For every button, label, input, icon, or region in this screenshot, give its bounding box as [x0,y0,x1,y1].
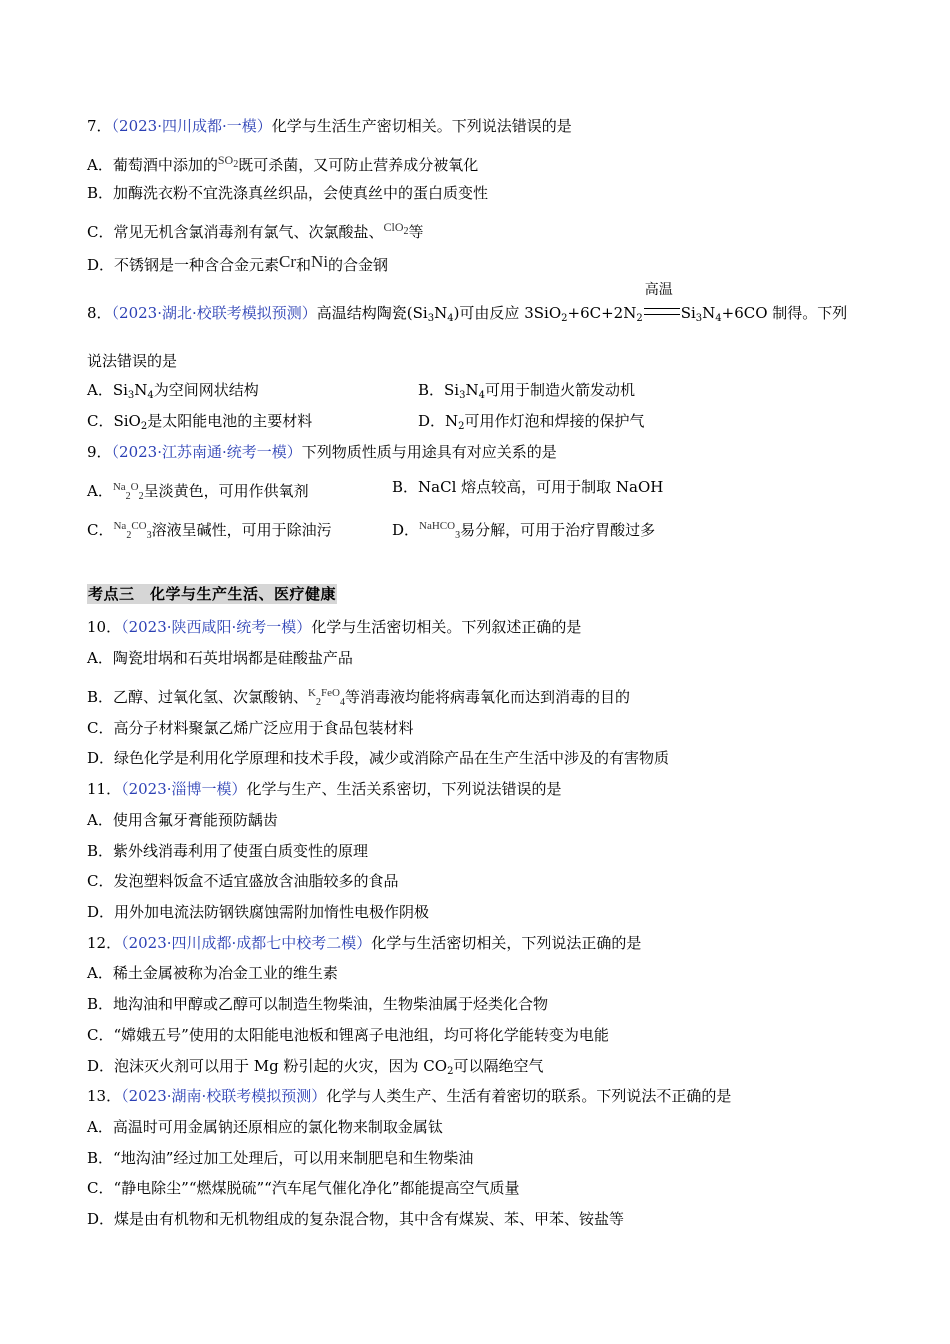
formula-na2o2 [112,481,144,502]
q9-option-a [87,477,309,502]
subscript: 3 [127,390,135,401]
question-source: （2023·江苏南通·统考一模） [111,443,302,461]
q7-option-a [87,150,478,176]
subscript: 4 [715,313,722,324]
question-text: 化学与生活密切相关。下列叙述正确的是 [311,618,582,636]
question-text: 高温结构陶瓷(Si [316,304,428,322]
question-source: （2023·四川成都·成都七中校考二模） [121,934,372,952]
q9-option-c [87,516,332,541]
option-text: 可用于制造火箭发动机 [484,381,635,399]
q13-option-a: A．高温时可用金属钠还原相应的氯化物来制取金属钛 [87,1118,443,1136]
subscript: 4 [478,390,485,401]
option-text: 为空间网状结构 [153,381,259,399]
q12-stem [87,933,641,953]
option-text: N [465,381,479,399]
q8-stem-continued: 说法错误的是 [87,352,178,370]
question-source: （2023·陕西咸阳·统考一模） [121,618,312,636]
q10-option-d: D．绿色化学是利用化学原理和技术手段，减少或消除产品在生产生活中涉及的有害物质 [87,749,670,767]
formula-sub: 2 [125,491,131,502]
q11-option-b: B．紫外线消毒利用了使蛋白质变性的原理 [87,842,369,860]
subscript: 2 [458,421,465,432]
question-text: 化学与人类生产、生活有着密切的联系。下列说法不正确的是 [326,1087,732,1105]
option-text: A． [87,482,113,500]
q9-stem [87,442,557,462]
question-source: （2023·四川成都·一模） [111,117,272,135]
question-number: 13． [87,1087,122,1105]
question-text: 化学与生活生产密切相关。下列说法错误的是 [271,117,572,135]
q13-option-b: B．“地沟油”经过加工处理后，可以用来制肥皂和生物柴油 [87,1149,474,1167]
q8-option-c [87,411,312,431]
option-text: D．N [418,412,459,430]
question-text: N [702,304,716,322]
option-text: 等消毒液均能将病毒氧化而达到消毒的目的 [344,688,630,706]
formula-k2feo4 [308,687,345,708]
option-text: 等 [408,223,424,241]
subscript: 4 [447,313,454,324]
option-text: A．Si [87,381,128,399]
q11-stem [87,779,562,799]
formula-text: NaHCO [419,520,456,532]
option-text: C．常见无机含氯消毒剂有氯气、次氯酸盐、 [87,223,384,241]
option-text: B．Si [418,381,460,399]
question-number: 7． [87,117,112,135]
option-text: C． [87,521,114,539]
q12-option-b: B．地沟油和甲醇或乙醇可以制造生物柴油，生物柴油属于烃类化合物 [87,995,549,1013]
q12-option-a: A．稀土金属被称为冶金工业的维生素 [87,964,338,982]
question-number: 8． [87,304,112,322]
question-number: 12． [87,934,122,952]
option-text: 可以隔绝空气 [453,1057,544,1075]
question-text: 化学与生活密切相关，下列说法正确的是 [371,934,642,952]
q8-option-d [418,411,645,431]
subscript: 3 [459,390,466,401]
q13-stem [87,1086,731,1106]
q11-option-a: A．使用含氟牙膏能预防龋齿 [87,811,278,829]
q7-option-b: B．加酶洗衣粉不宜洗涤真丝织品，会使真丝中的蛋白质变性 [87,184,489,202]
formula-text: ClO [383,220,404,234]
question-source: （2023·湖南·校联考模拟预测） [121,1087,327,1105]
formula-sub: 4 [339,697,345,708]
formula-sub: 2 [403,226,409,237]
formula-text: Na [112,481,126,493]
q9-option-b: B．NaCl 熔点较高，可用于制取 NaOH [392,478,664,496]
q12-option-d [87,1056,543,1076]
subscript: 3 [427,313,435,324]
formula-text: O [130,481,139,493]
formula-so2 [217,153,239,174]
formula-sub: 3 [146,530,152,541]
question-text: )可由反应 3SiO [453,304,562,322]
formula-na2co3 [113,520,152,541]
formula-sub: 3 [455,530,461,541]
q11-option-d: D．用外加电流法防钢铁腐蚀需附加惰性电极作阴极 [87,903,430,921]
condition-label: 高温 [644,282,673,298]
q13-option-c: C．“静电除尘”“燃煤脱硫”“汽车尾气催化净化”都能提高空气质量 [87,1179,520,1197]
formula-text: Na [113,520,127,532]
formula-sub: 2 [126,530,132,541]
question-text: 化学与生产、生活关系密切，下列说法错误的是 [246,780,562,798]
formula-sub: 2 [233,159,239,170]
option-text: 呈淡黄色，可用作供氧剂 [143,482,309,500]
question-source: （2023·湖北·校联考模拟预测） [111,304,317,322]
question-text: +6C+2N [567,304,637,322]
subscript: 2 [447,1066,454,1077]
q11-option-c: C．发泡塑料饭盒不适宜盛放含油脂较多的食品 [87,872,399,890]
section-title: 考点三 化学与生产生活、医疗健康 [88,585,337,603]
subscript: 3 [695,313,703,324]
formula-text: FeO [320,687,340,699]
formula-sub: 2 [138,491,144,502]
option-text: D． [392,521,420,539]
q12-option-c: C．“嫦娥五号”使用的太阳能电池板和锂离子电池组，均可将化学能转变为电能 [87,1026,609,1044]
reaction-condition [643,282,681,323]
subscript: 2 [561,313,568,324]
option-text: 可用作灯泡和焊接的保护气 [464,412,645,430]
question-text: 下列物质性质与用途具有对应关系的是 [301,443,557,461]
q10-stem [87,617,581,637]
option-text: 和 [296,256,312,274]
question-text: N [434,304,448,322]
q8-option-a [87,380,259,400]
question-number: 11． [87,780,122,798]
option-text: 易分解，可用于治疗胃酸过多 [460,521,656,539]
option-text: 溶液呈碱性，可用于除油污 [151,521,332,539]
option-text: C．SiO [87,412,141,430]
question-text: Si [680,304,696,322]
option-text: 的合金钢 [328,256,389,274]
q10-option-c: C．高分子材料聚氯乙烯广泛应用于食品包装材料 [87,719,414,737]
formula-sub: 2 [315,697,321,708]
q8-option-b [418,380,635,400]
option-text: A．葡萄酒中添加的 [87,156,218,174]
question-number: 10． [87,618,122,636]
option-text: 是太阳能电池的主要材料 [147,412,313,430]
q8-stem [87,282,848,324]
formula-ni: Ni [311,252,329,271]
subscript: 4 [147,390,154,401]
formula-text: CO [131,520,147,532]
option-text: 既可杀菌，又可防止营养成分被氧化 [238,156,479,174]
formula-nahco3 [419,520,461,541]
q13-option-d: D．煤是由有机物和无机物组成的复杂混合物，其中含有煤炭、苯、甲苯、铵盐等 [87,1210,625,1228]
q10-option-a: A．陶瓷坩埚和石英坩埚都是硅酸盐产品 [87,649,353,667]
formula-clo2 [383,220,409,241]
subscript: 2 [140,421,148,432]
question-number: 9． [87,443,112,461]
formula-cr: Cr [279,252,297,271]
formula-text: SO [217,153,234,167]
option-text: N [134,381,148,399]
option-text: D．不锈钢是一种含合金元素 [87,256,280,274]
q7-stem [87,116,572,136]
q10-option-b [87,683,630,708]
q9-option-d [392,516,655,541]
q7-option-c [87,217,424,243]
option-text: D．泡沫灭火剂可以用于 Mg 粉引起的火灾，因为 CO [87,1057,448,1075]
equal-sign [644,308,680,315]
question-text: +6CO 制得。下列 [721,304,848,322]
q7-option-d [87,252,388,275]
question-source: （2023·淄博一模） [121,780,247,798]
option-text: B．乙醇、过氧化氢、次氯酸钠、 [87,688,309,706]
subscript: 2 [636,313,643,324]
formula-text: K [308,687,316,699]
